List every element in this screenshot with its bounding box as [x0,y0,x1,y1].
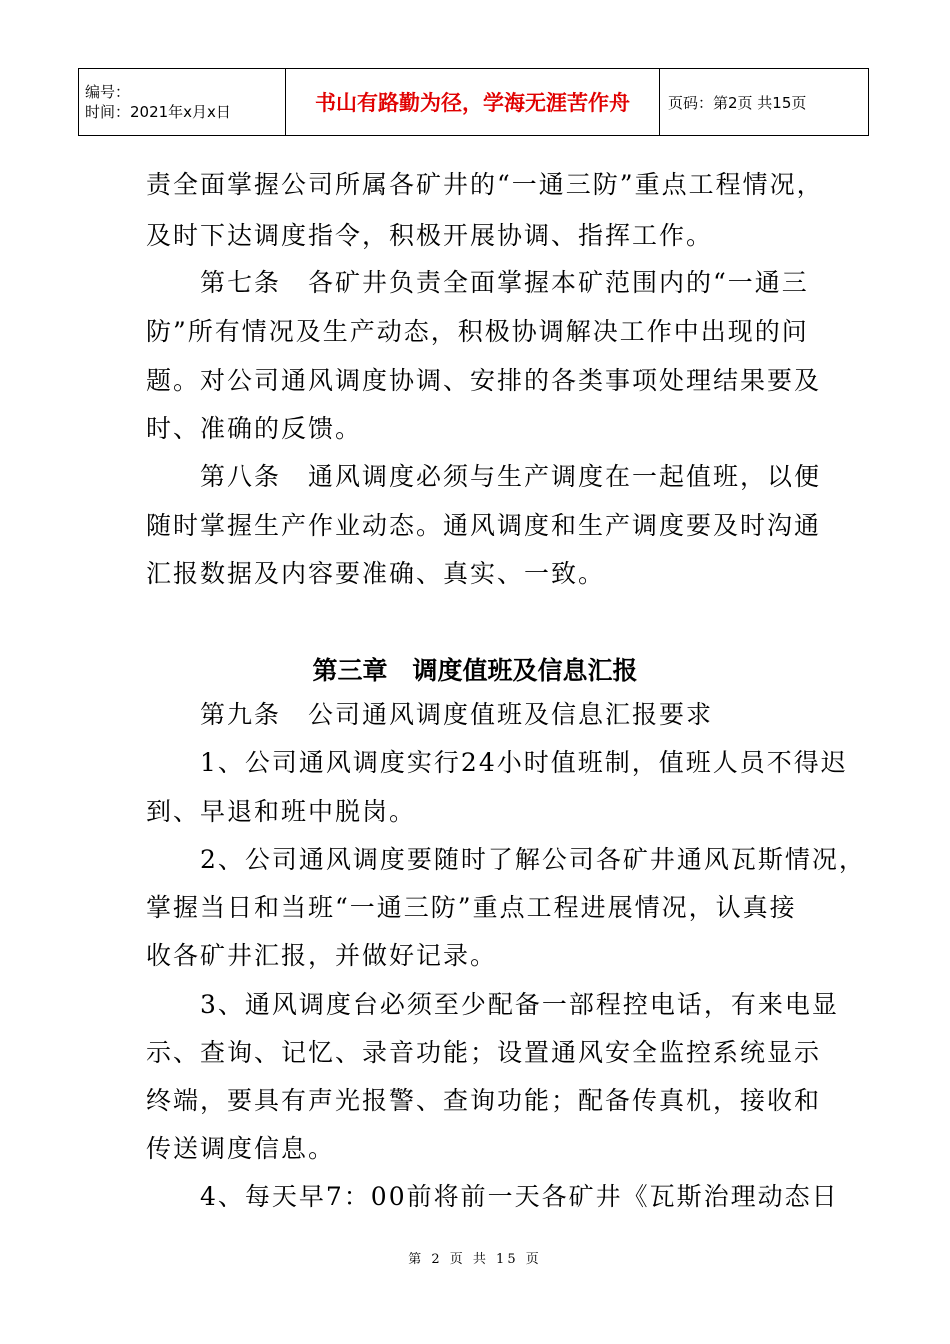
chapter-heading: 第三章 调度值班及信息汇报 [312,656,638,685]
body-line: 4、每天早7：00前将前一天各矿井《瓦斯治理动态日 [146,1182,839,1211]
header-page-info: 页码：第2页 共15页 [660,69,869,136]
header-meta [79,69,286,136]
body-line: 到、早退和班中脱岗。 [146,797,417,826]
body-line: 汇报数据及内容要准确、真实、一致。 [146,559,606,588]
body-line: 责全面掌握公司所属各矿井的“一通三防”重点工程情况， [146,170,824,199]
page-header [78,68,869,136]
body-line: 随时掌握生产作业动态。通风调度和生产调度要及时沟通 [146,511,822,540]
body-line: 收各矿井汇报，并做好记录。 [146,941,498,970]
body-line: 传送调度信息。 [146,1134,336,1163]
body-line: 掌握当日和当班“一通三防”重点工程进展情况，认真接 [146,893,797,922]
page-footer: 第 2 页 共 15 页 [408,1252,542,1267]
body-line: 题。对公司通风调度协调、安排的各类事项处理结果要及 [146,366,822,395]
header-motto: 书山有路勤为径，学海无涯苦作舟 [286,69,660,136]
body-line: 2、公司通风调度要随时了解公司各矿井通风瓦斯情况， [146,845,866,874]
body-line: 第七条 各矿井负责全面掌握本矿范围内的“一通三 [146,268,809,297]
body-line: 时、准确的反馈。 [146,414,363,443]
doc-number-label: 编号： [85,83,131,101]
body-line: 3、通风调度台必须至少配备一部程控电话，有来电显 [146,990,839,1019]
body-line: 终端，要具有声光报警、查询功能；配备传真机，接收和 [146,1086,822,1115]
doc-date-label: 时间：2021年x月x日 [85,103,231,121]
body-line: 第九条 公司通风调度值班及信息汇报要求 [146,700,714,729]
body-line: 示、查询、记忆、录音功能；设置通风安全监控系统显示 [146,1038,822,1067]
body-line: 第八条 通风调度必须与生产调度在一起值班，以便 [146,462,822,491]
body-line: 防”所有情况及生产动态，积极协调解决工作中出现的问 [146,317,809,346]
body-line: 1、公司通风调度实行24小时值班制，值班人员不得迟 [146,748,848,777]
body-line: 及时下达调度指令，积极开展协调、指挥工作。 [146,221,714,250]
